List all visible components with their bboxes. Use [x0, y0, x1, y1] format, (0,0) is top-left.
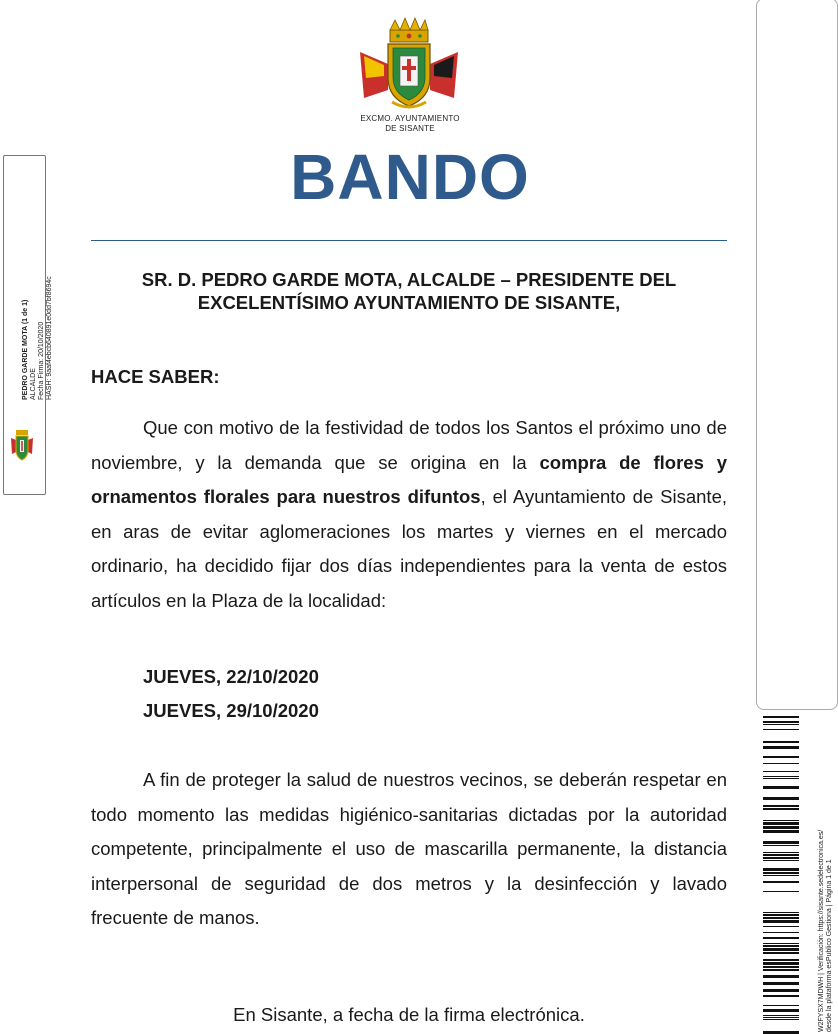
- market-dates: [143, 660, 319, 728]
- org-line-2: DE SISANTE: [385, 124, 435, 133]
- closing-line: En Sisante, a fecha de la firma electrónica.: [233, 1004, 585, 1025]
- market-date-2: JUEVES, 29/10/2020: [143, 700, 319, 721]
- paragraph-1-bold: compra de flores y ornamentos florales para nuestros difuntos: [91, 451, 727, 507]
- divider: [91, 240, 727, 241]
- paragraph-2: [91, 763, 727, 936]
- signature-hash: HASH: 9aaf4ebcb640891e0dd7bf8694c: [46, 276, 53, 400]
- paragraph-1-part-2: , el Ayuntamiento de Sisante, en aras de evitar aglomeraciones los martes y viernes en el mercado ordinario, ha decidido fijar dos días independientes para la venta de estos artículos en la Plaza de la localidad:: [91, 486, 728, 611]
- mayor-heading: [91, 268, 727, 314]
- heading-line-2: EXCELENTÍSIMO AYUNTAMIENTO DE SISANTE,: [197, 292, 621, 313]
- margin-box: [756, 0, 838, 710]
- stamp-crest-icon: [10, 428, 34, 462]
- market-date-1: JUEVES, 22/10/2020: [143, 666, 319, 687]
- organization-name: [330, 114, 490, 134]
- signer-role: ALCALDE: [30, 368, 37, 400]
- paragraph-2-text: A fin de proteger la salud de nuestros vecinos, se deberán respetar en todo momento las medidas higiénico-sanitarias dictadas por la autoridad competente, principalmente el uso de mascarilla permanente, la distancia interpersonal de seguridad de dos metros y la desinfección y lavado frecuente de manos.: [91, 769, 727, 928]
- paragraph-1: [91, 411, 727, 618]
- barcode-icon: [763, 716, 799, 1034]
- verification-line-1: W2FYSX7MDWH | Verificación: https://sisante.sedelectronica.es/: [818, 829, 825, 1032]
- verification-line-2: desde la plataforma esPublico Gestiona | Página 1 de 1: [826, 859, 833, 1032]
- signature-stamp-text: [22, 276, 54, 400]
- verification-text: [818, 830, 834, 1032]
- page-title: BANDO: [290, 141, 530, 213]
- signer-name: PEDRO GARDE MOTA (1 de 1): [22, 299, 29, 400]
- hace-saber-label: HACE SABER:: [91, 366, 220, 387]
- coat-of-arms-icon: [354, 18, 464, 110]
- org-line-1: EXCMO. AYUNTAMIENTO: [360, 114, 460, 123]
- paragraph-1-part-1: Que con motivo de la festividad de todos los Santos el próximo uno de noviembre, y la demanda que se origina en la: [91, 417, 727, 473]
- heading-line-1: SR. D. PEDRO GARDE MOTA, ALCALDE – PRESIDENTE DEL: [141, 269, 677, 290]
- signature-date: Fecha Firma: 20/10/2020: [38, 321, 45, 400]
